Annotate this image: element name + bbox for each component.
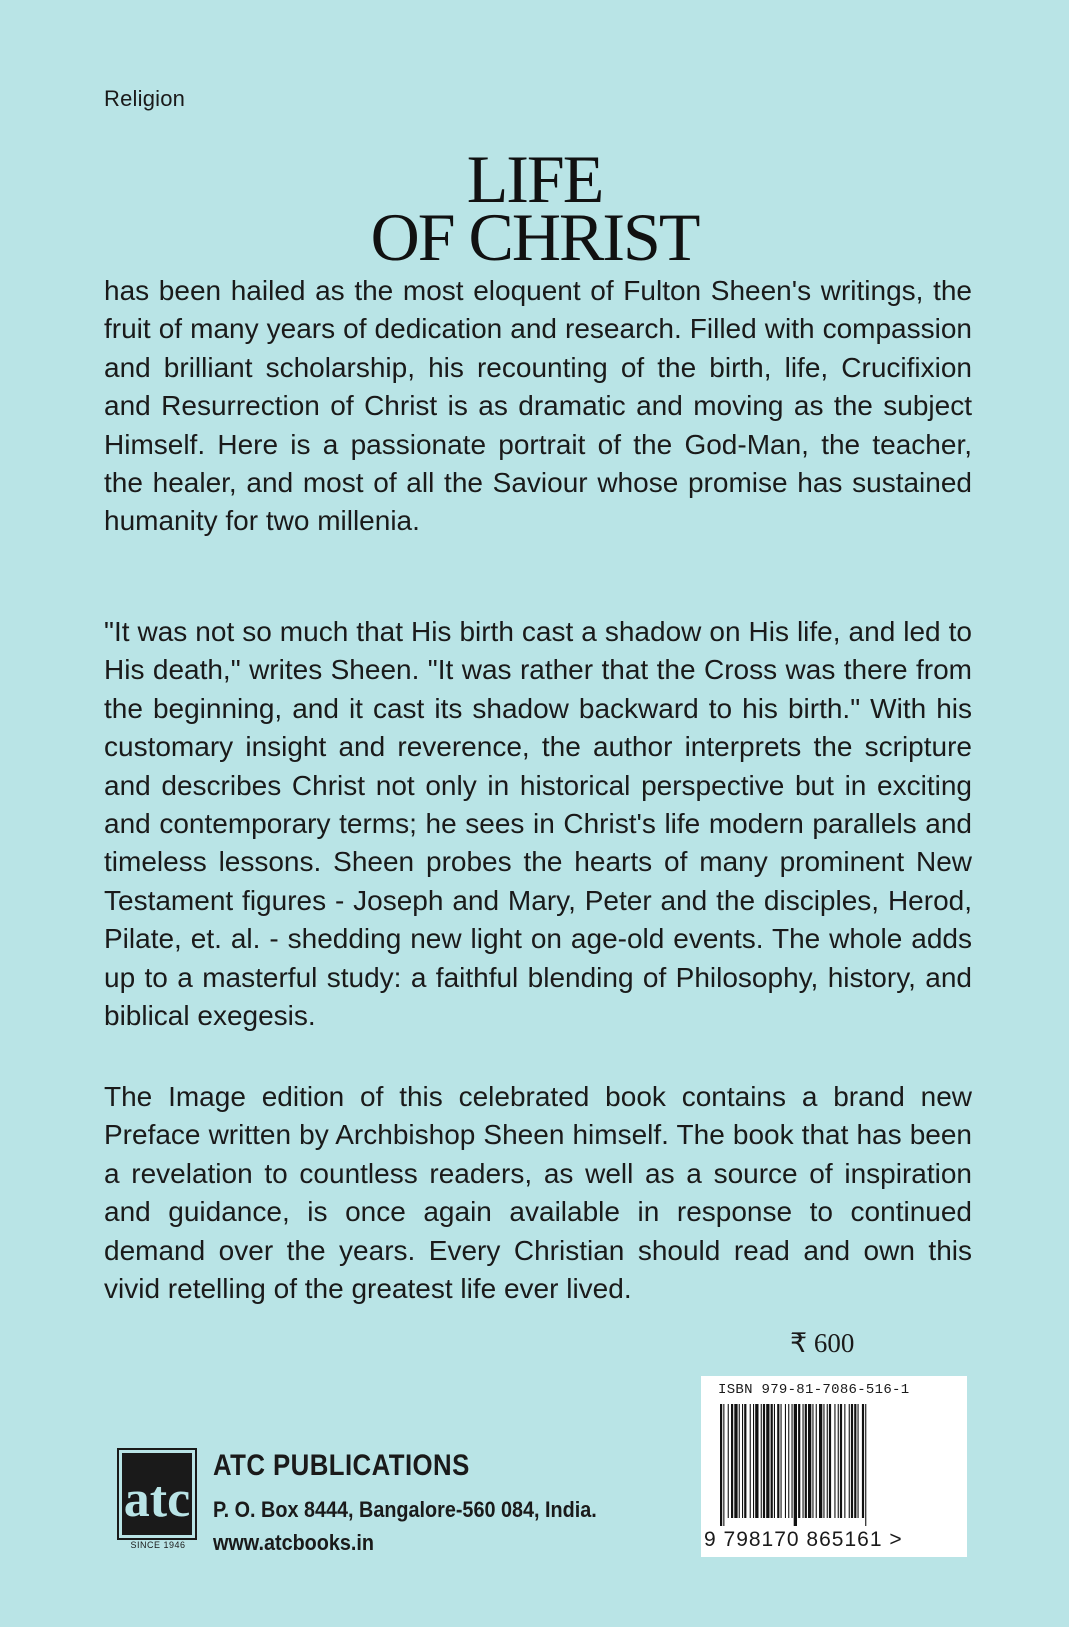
barcode-bar (744, 1404, 746, 1518)
barcode-bar (816, 1404, 817, 1518)
barcode-bar (792, 1404, 793, 1518)
barcode-bar (794, 1404, 797, 1526)
barcode-bar (803, 1404, 804, 1518)
barcode-bar (763, 1404, 765, 1518)
publisher-name: ATC PUBLICATIONS (213, 1449, 470, 1482)
barcode-bar (739, 1404, 740, 1518)
barcode-icon (718, 1404, 948, 1526)
category-label: Religion (104, 86, 186, 111)
blurb-paragraph-3: The Image edition of this celebrated book contains a brand new Preface written by Archbishop Sheen himself. The book that has been a revelation to countless readers, as well as a source of inspiration and guidance, is once again available in response to continued demand over the years. Every Christian should read and own this vivid retelling of the greatest life ever lived. (104, 1081, 972, 1305)
barcode-bar (734, 1404, 737, 1518)
barcode-digits: 9 798170 865161 > (704, 1528, 903, 1551)
barcode-bar (781, 1404, 782, 1518)
barcode-bar (829, 1404, 831, 1518)
barcode-bar (728, 1404, 729, 1518)
svg-text:atc: atc (123, 1471, 191, 1528)
barcode-bar (854, 1404, 856, 1518)
atc-logo-icon (117, 1448, 197, 1552)
barcode-bar (834, 1404, 835, 1518)
barcode-bar (858, 1404, 859, 1518)
logo-since-label: SINCE 1946 (130, 1540, 186, 1550)
barcode-bar (865, 1404, 866, 1526)
publisher-address: P. O. Box 8444, Bangalore-560 084, India. (213, 1497, 597, 1522)
barcode-bar (753, 1404, 754, 1518)
isbn-label: ISBN 979-81-7086-516-1 (718, 1382, 910, 1398)
barcode-bar (755, 1404, 758, 1518)
barcode-bar (731, 1404, 733, 1518)
blurb-paragraph-1: has been hailed as the most eloquent of Fulton Sheen's writings, the fruit of many years of dedication and research. Filled with compassion and brilliant scholarship, his recounting of the birth, life, Crucifixion and Resurrection of Christ is as dramatic and moving as the subject Himself. Here is a passionate portrait of the God-Man, the teacher, the healer, and most of all the Saviour whose promise has sustained humanity for two millenia. (104, 275, 972, 537)
barcode-bar (761, 1404, 762, 1518)
barcode-bar (742, 1404, 743, 1518)
book-title (0, 141, 1069, 275)
barcode-bar (808, 1404, 811, 1518)
barcode-bar (851, 1404, 853, 1518)
barcode-bar (812, 1404, 813, 1518)
barcode-bar (766, 1404, 769, 1518)
barcode-bar (774, 1404, 775, 1518)
barcode-bar (788, 1404, 789, 1518)
barcode-bar (777, 1404, 779, 1518)
publisher-website: www.atcbooks.in (213, 1530, 375, 1555)
barcode-bar (844, 1404, 845, 1518)
barcode-bar (840, 1404, 842, 1518)
barcode-bar (723, 1404, 724, 1526)
barcode-bar (750, 1404, 751, 1518)
book-title-line-1: LIFE (466, 141, 603, 217)
barcode-bar (838, 1404, 839, 1518)
barcode-bar (798, 1404, 800, 1518)
blurb-paragraph-2: "It was not so much that His birth cast a shadow on His life, and led to His death," writes Sheen. "It was rather that the Cross was there from the beginning, and it cast its shadow backward to his birth." With his customary insight and reverence, the author interprets the scripture and describes Christ not only in historical perspective but in exciting and contemporary terms; he sees in Christ's life modern parallels and timeless lessons. Sheen probes the hearts of many prominent New Testament figures - Joseph and Mary, Peter and the disciples, Herod, Pilate, et. al. - shedding new light on age-old events. The whole adds up to a masterful study: a faithful blending of Philosophy, history, and biblical exegesis. (104, 616, 972, 1032)
barcode-bar (771, 1404, 773, 1518)
barcode-bar (720, 1404, 722, 1526)
barcode-bar (849, 1404, 850, 1518)
barcode-bar (827, 1404, 828, 1518)
barcode-bar (805, 1404, 807, 1518)
barcode-bar (785, 1404, 786, 1518)
price: ₹ 600 (790, 1328, 855, 1358)
book-title-line-2: OF CHRIST (370, 199, 699, 275)
barcode-bar (823, 1404, 824, 1518)
barcode-bar (819, 1404, 822, 1518)
barcode-bar (862, 1404, 864, 1518)
